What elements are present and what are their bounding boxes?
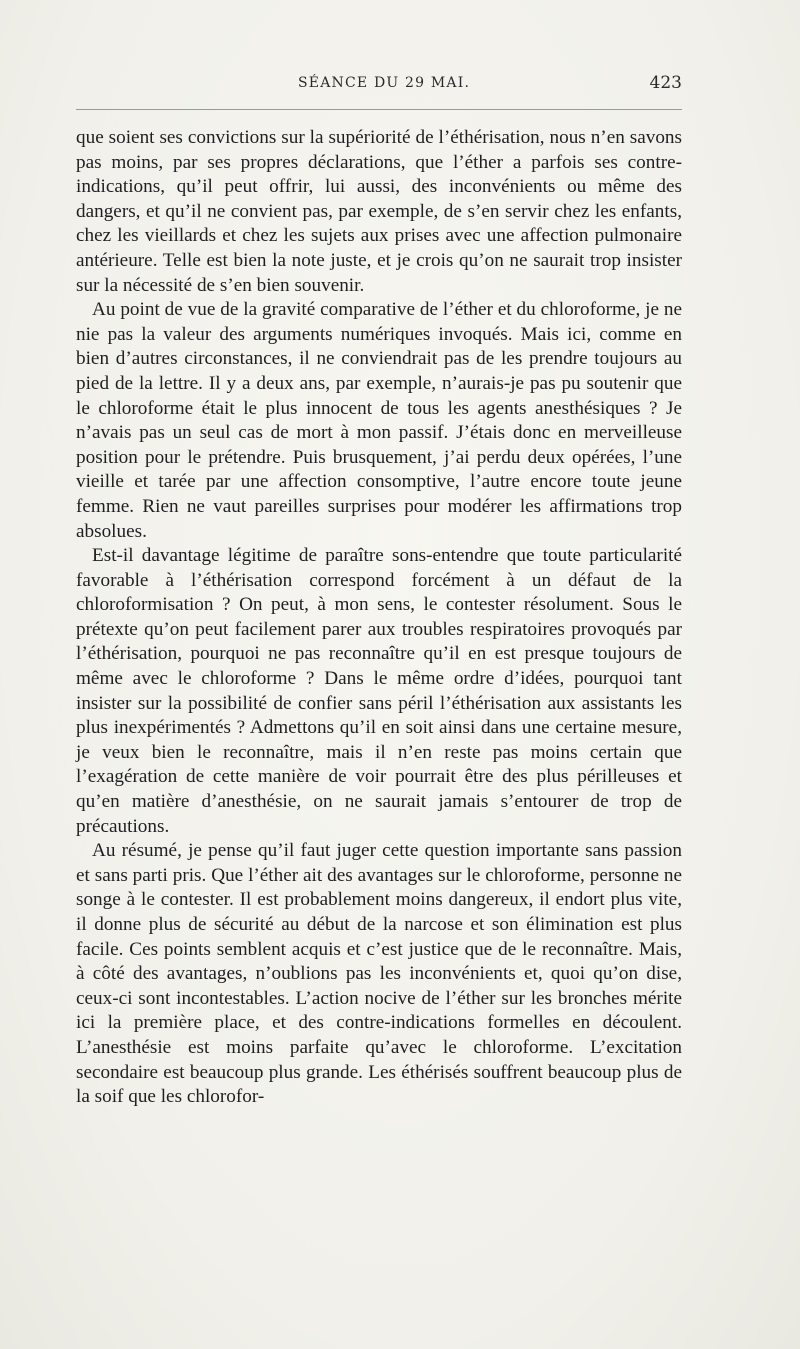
page-header: [76, 73, 682, 99]
paragraph-3: Est-il davantage légitime de paraître sons-entendre que toute particularité favorable à l’éthérisation correspond forcément à un défaut de la chloroformisation ? On peut, à mon sens, le contester résolument. Sous le prétexte qu’on peut facilement parer aux troubles respiratoires provoqués par l’éthérisation, pourquoi ne pas reconnaître qu’il en est presque toujours de même avec le chloroforme ? Dans le même ordre d’idées, pourquoi tant insister sur la possibilité de confier sans péril l’éthérisation aux assistants les plus inexpérimentés ? Admettons qu’il en soit ainsi dans une certaine mesure, je veux bien le reconnaître, mais il n’en reste pas moins certain que l’exagération de cette manière de voir pourrait être des plus périlleuses et qu’en matière d’anesthésie, on ne saurait jamais s’entourer de trop de précautions.: [76, 545, 682, 837]
paragraph-1: que soient ses convictions sur la supériorité de l’éthérisation, nous n’en savons pas moins, par ses propres déclarations, que l’éther a parfois ses contre-indications, qu’il peut offrir, lui aussi, des inconvénients ou même des dangers, et qu’il ne convient pas, par exemple, de s’en servir chez les enfants, chez les vieillards et chez les sujets aux prises avec une affection pulmonaire antérieure. Telle est bien la note juste, et je crois qu’on ne saurait trop insister sur la nécessité de s’en bien souvenir.: [76, 127, 682, 296]
paragraph-4: Au résumé, je pense qu’il faut juger cette question importante sans passion et sans parti pris. Que l’éther ait des avantages sur le chloroforme, personne ne songe à le contester. Il est probablement moins dangereux, il endort plus vite, il donne plus de sécurité au début de la narcose et son élimination est plus facile. Ces points semblent acquis et c’est justice que de le reconnaître. Mais, à côté des avantages, n’oublions pas les inconvénients et, quoi qu’on dise, ceux-ci sont incontestables. L’action nocive de l’éther sur les bronches mérite ici la première place, et des contre-indications formelles en découlent. L’anesthésie est moins parfaite qu’avec le chloroforme. L’excitation secondaire est beaucoup plus grande. Les éthérisés souffrent beaucoup plus de la soif que les chlorofor-: [76, 840, 682, 1108]
header-rule: [76, 109, 682, 110]
running-title: SÉANCE DU 29 MAI.: [298, 75, 471, 91]
paragraph-2: Au point de vue de la gravité comparative de l’éther et du chloroforme, je ne nie pas la valeur des arguments numériques invoqués. Mais ici, comme en bien d’autres circonstances, il ne conviendrait pas de les prendre toujours au pied de la lettre. Il y a deux ans, par exemple, n’aurais-je pas pu soutenir que le chloroforme était le plus innocent de tous les agents anesthésiques ? Je n’avais pas un seul cas de mort à mon passif. J’étais donc en merveilleuse position pour le prétendre. Puis brusquement, j’ai perdu deux opérées, l’une vieille et tarée par une affection consomptive, l’autre encore toute jeune femme. Rien ne vaut pareilles surprises pour modérer les affirmations trop absolues.: [76, 299, 682, 542]
body-text: [76, 126, 682, 1110]
page-number: 423: [649, 73, 682, 93]
